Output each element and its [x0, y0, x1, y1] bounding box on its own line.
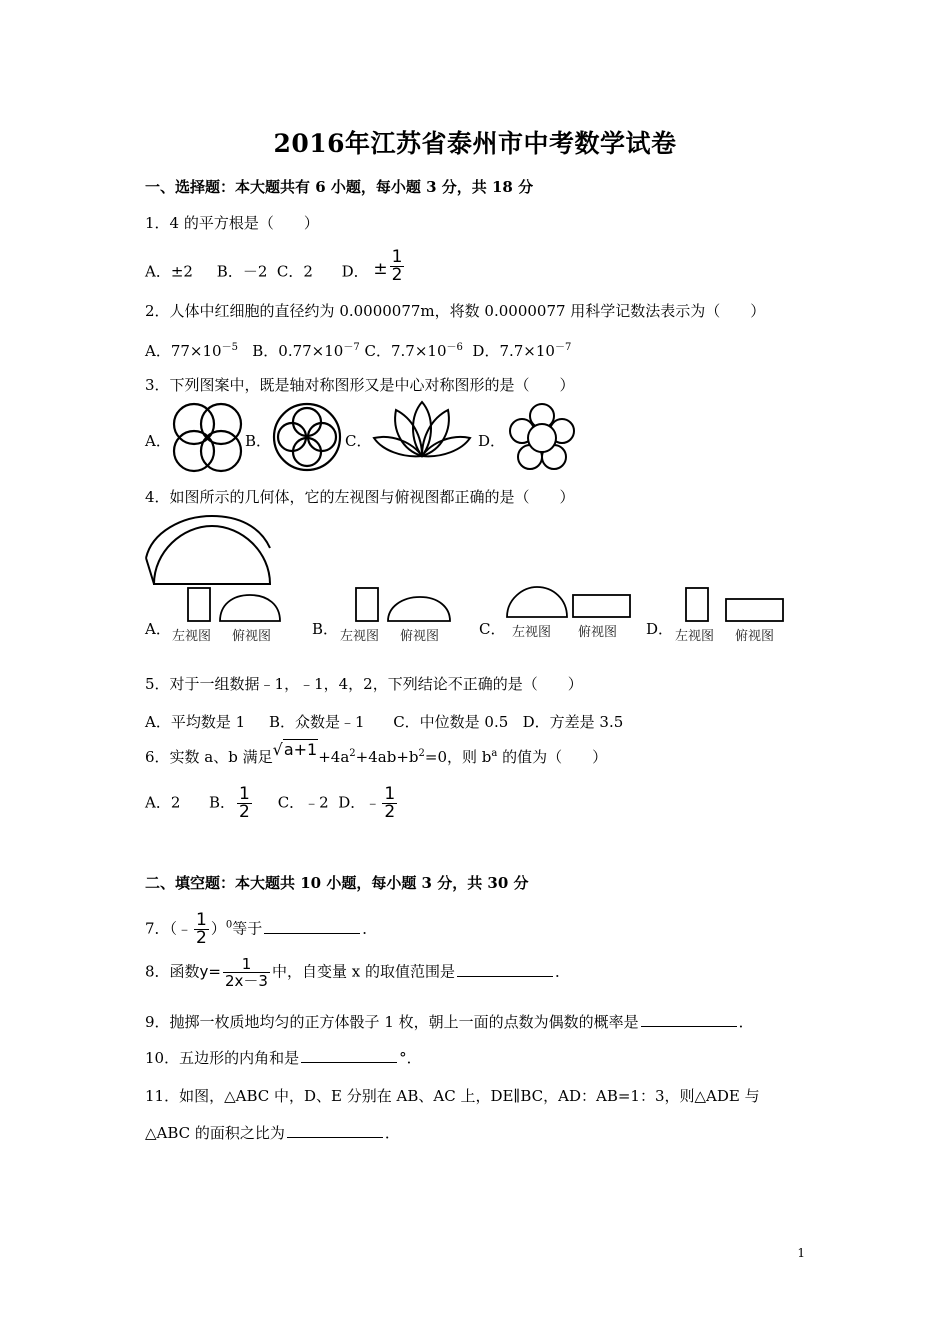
q4-stem: 4．如图所示的几何体，它的左视图与俯视图都正确的是（ ）	[145, 488, 575, 506]
q2-option-d: D．7.7×10	[472, 342, 555, 360]
q3-option-a-label: A．	[145, 432, 171, 450]
q1-option-d-label: D．	[341, 262, 369, 281]
q6-option-d-label: D．﹣	[338, 793, 381, 812]
q3-option-d-label: D．	[478, 432, 506, 450]
section-2-heading: 二、填空题：本大题共 10 小题，每小题 3 分，共 30 分	[145, 874, 529, 892]
q4-d-left-view-caption: 左视图	[675, 629, 715, 644]
q4-b-top-view-caption: 俯视图	[400, 629, 440, 644]
q4-c-left-view-caption: 左视图	[512, 625, 552, 640]
q6-sup-1: 2	[349, 748, 356, 759]
q3-figure-d-flower	[506, 402, 578, 474]
q1-option-b: B．－2	[216, 262, 268, 281]
q5-options	[145, 711, 623, 732]
page-number: 1	[797, 1246, 805, 1260]
q4-a-left-view-caption: 左视图	[172, 629, 212, 644]
q6-radicand: a+1	[283, 740, 318, 759]
q6-term-3: =0，则 b	[424, 748, 492, 766]
q2-stem: 2．人体中红细胞的直径约为 0.0000077m，将数 0.0000077 用科学记数法表示为（ ）	[145, 302, 766, 320]
q2-option-d-exp: －7	[554, 342, 572, 353]
q11-line-1: 11．如图，△ABC 中，D、E 分别在 AB、AC 上，DE∥BC，AD：AB=1：3，则△ADE 与	[145, 1087, 760, 1105]
section-1-heading: 一、选择题：本大题共有 6 小题，每小题 3 分，共 18 分	[145, 178, 534, 196]
q5-option-b: B．众数是﹣1	[269, 713, 365, 731]
q8-end: ．	[554, 962, 570, 981]
q4-option-d-label: D．	[646, 620, 674, 638]
q2-options	[145, 338, 571, 361]
q7-pre: 7．（﹣	[145, 919, 193, 938]
q3-figure-c-lotus	[372, 400, 472, 462]
q6-term-2: +4ab+b	[355, 748, 419, 766]
q6-sup-a: a	[491, 748, 498, 759]
q2-option-a: A．77×10	[145, 342, 222, 360]
q3-figure-a-four-circles	[170, 400, 245, 475]
q5-option-d: D．方差是 3.5	[522, 713, 624, 731]
q3-stem: 3．下列图案中，既是轴对称图形又是中心对称图形的是（ ）	[145, 376, 575, 394]
q9-answer-blank[interactable]	[641, 1012, 737, 1027]
q1-options	[145, 247, 406, 290]
q6-term-1: +4a	[318, 748, 350, 766]
q11-answer-blank[interactable]	[287, 1123, 383, 1138]
q8-post: 中，自变量 x 的取值范围是	[271, 962, 455, 981]
q5-option-c: C．中位数是 0.5	[393, 713, 509, 731]
q7-exponent: 0	[225, 919, 233, 931]
q1-option-a: A．±2	[145, 262, 193, 281]
q4-a-top-view-caption: 俯视图	[232, 629, 272, 644]
q8-stem	[145, 956, 570, 989]
q6-option-b-label: B．	[209, 793, 236, 812]
q4-option-b-label: B．	[312, 620, 339, 638]
q2-option-c-exp: －6	[446, 342, 463, 353]
q11-end: ．	[384, 1124, 400, 1142]
q8-fraction: $\frac{1}{2x-3}$	[225, 955, 268, 990]
q6-stem	[145, 740, 608, 767]
q7-answer-blank[interactable]	[264, 919, 360, 934]
q1-stem: 1．4 的平方根是（ ）	[145, 214, 319, 232]
q6-option-a: A．2	[145, 793, 181, 812]
q6-option-b-fraction: $\frac{1}{2}$	[239, 784, 250, 822]
q9-end: ．	[738, 1013, 754, 1031]
q2-option-b-exp: －7	[343, 342, 360, 353]
q10-text: 10．五边形的内角和是	[145, 1049, 300, 1067]
q4-d-top-view-caption: 俯视图	[735, 629, 775, 644]
q1-option-d-sign: ±	[373, 258, 388, 279]
q10-stem	[145, 1047, 422, 1068]
q4-option-c-label: C．	[479, 620, 506, 638]
q6-sup-2: 2	[418, 748, 425, 759]
q9-text: 9．抛掷一枚质地均匀的正方体骰子 1 枚，朝上一面的点数为偶数的概率是	[145, 1013, 639, 1031]
q1-option-c: C．2	[276, 262, 313, 281]
q2-option-a-exp: －5	[221, 342, 238, 353]
q1-option-d-fraction: $\frac{1}{2}$	[391, 247, 403, 285]
q3-option-c-label: C．	[345, 432, 372, 450]
q6-option-c: C．﹣2	[277, 793, 329, 812]
q5-option-a: A．平均数是 1	[145, 713, 246, 731]
q7-end: ．	[362, 919, 378, 938]
q2-option-c: C．7.7×10	[364, 342, 447, 360]
q6-option-d-fraction: $\frac{1}{2}$	[384, 784, 396, 822]
q10-end: °．	[399, 1049, 422, 1067]
q2-option-b: B．0.77×10	[252, 342, 344, 360]
q3-figure-b-circle-with-petals	[270, 400, 345, 475]
q4-b-left-view-caption: 左视图	[340, 629, 380, 644]
page-title: 2016年江苏省泰州市中考数学试卷	[273, 129, 677, 158]
q6-stem-pre: 6．实数 a、b 满足	[145, 748, 273, 766]
q7-fraction: $\frac{1}{2}$	[196, 910, 207, 948]
q8-pre: 8．函数	[145, 962, 200, 981]
q3-option-b-label: B．	[245, 432, 272, 450]
q4-c-top-view-caption: 俯视图	[578, 625, 618, 640]
q10-answer-blank[interactable]	[301, 1048, 397, 1063]
q6-stem-tail: 的值为（ ）	[497, 748, 608, 766]
q6-sqrt: √a+1	[272, 740, 318, 759]
q7-stem	[145, 912, 377, 947]
q9-stem	[145, 1011, 754, 1032]
q6-options	[145, 786, 399, 821]
q5-stem: 5．对于一组数据﹣1，﹣1，4，2，下列结论不正确的是（ ）	[145, 675, 583, 693]
q4-option-a-label: A．	[145, 620, 171, 638]
q4-option-d-views	[672, 585, 788, 625]
q4-option-c-views	[503, 583, 633, 623]
q7-tail: 等于	[232, 919, 263, 938]
q4-solid-figure	[142, 512, 277, 588]
q8-answer-blank[interactable]	[457, 962, 553, 977]
q11-line-2	[145, 1122, 400, 1143]
q8-y-equals: y=	[199, 962, 221, 981]
q7-post: ）	[210, 919, 226, 938]
q11-text: △ABC 的面积之比为	[145, 1124, 285, 1142]
